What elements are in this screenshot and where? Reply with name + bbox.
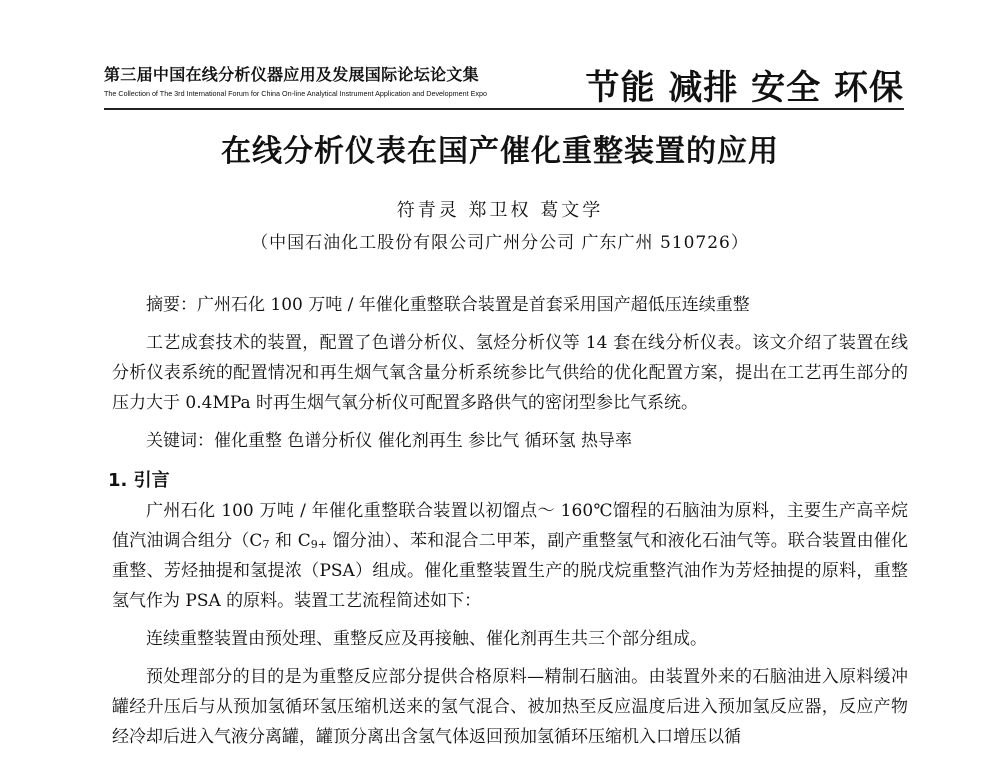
intro-p1-text-c: 馏分油）、苯和混合二甲苯，副产重整氢气和液化石油气等。联合装置由催化重整、芳烃抽提和氢提浓（PSA）组成。催化重整装置生产的脱戊烷重整汽油作为芳烃抽提的原料，重整氢气作为 PSA 的原料。装置工艺流程简述如下：: [112, 531, 908, 611]
paper-authors: 符青灵 郑卫权 葛文学: [396, 200, 604, 221]
abstract-paragraph: 工艺成套技术的装置，配置了色谱分析仪、氢烃分析仪等 14 套在线分析仪表。该文介绍了装置在线分析仪表系统的配置情况和再生烟气氧含量分析系统参比气供给的优化配置方案，提出在工艺再生部分的压力大于 0.4MPa 时再生烟气氧分析仪可配置多路供气的密闭型参比气系统。: [112, 333, 909, 413]
page-header: [104, 62, 904, 106]
intro-paragraph-3: 预处理部分的目的是为重整反应部分提供合格原料—精制石脑油。由装置外来的石脑油进入原料缓冲罐经升压后与从预加氢循环氢压缩机送来的氢气混合、被加热至反应温度后进入预加氢反应器，反应产物经冷却后进入气液分离罐，罐顶分离出含氢气体返回预加氢循环压缩机入口增压以循: [112, 667, 908, 747]
paper-title: 在线分析仪表在国产催化重整装置的应用: [221, 134, 779, 169]
intro-p1-sub-c9: 9+: [310, 538, 328, 551]
intro-p1-text-b: 和 C: [269, 531, 311, 551]
series-title-zh: 第三届中国在线分析仪器应用及发展国际论坛论文集: [104, 65, 479, 84]
intro-p1-text-a: 广州石化 100 万吨 / 年催化重整联合装置以初馏点～ 160℃馏程的石脑油为原料，主要生产高辛烷值汽油调合组分（C: [112, 501, 908, 551]
intro-paragraph-1: [112, 496, 908, 616]
intro-p1-sub-c7: 7: [262, 538, 270, 551]
abstract-first-line: 摘要：广州石化 100 万吨 / 年催化重整联合装置是首套采用国产超低压连续重整: [146, 295, 750, 315]
paper-affiliation: （中国石油化工股份有限公司广州分公司 广东广州 510726）: [251, 233, 749, 253]
header-rule: [104, 108, 904, 110]
paper-body: [108, 290, 909, 752]
section-heading-introduction: 1. 引言: [108, 470, 170, 491]
header-motto: 节能 减排 安全 环保: [585, 68, 904, 108]
keywords: 关键词：催化重整 色谱分析仪 催化剂再生 参比气 循环氢 热导率: [146, 431, 633, 451]
series-block: [104, 62, 544, 98]
series-title-en: The Collection of The 3rd International Forum for China On-line Analytical Instrument Application and Development Expo: [104, 89, 488, 98]
intro-paragraph-2: 连续重整装置由预处理、重整反应及再接触、催化剂再生共三个部分组成。: [146, 629, 707, 649]
